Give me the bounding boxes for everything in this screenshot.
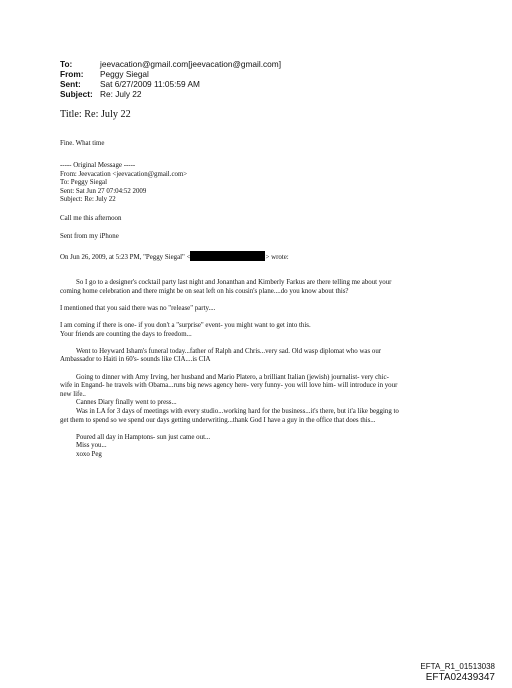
quoted-message — [60, 279, 460, 468]
quote-intro-before: On Jun 26, 2009, at 5:23 PM, "Peggy Siegal" < — [60, 254, 191, 261]
quoted-line: xoxo Peg — [76, 450, 102, 458]
original-sent: Sent: Sat Jun 27 07:04:52 2009 — [60, 187, 147, 195]
header-sent-row — [60, 79, 281, 89]
quoted-line: Going to dinner with Amy Irving, her husband and Mario Platero, a brilliant Italian (jewish) journalist- very chic- — [76, 373, 389, 381]
quoted-line: So I go to a designer's cocktail party last night and Jonanthan and Kimberly Farkus are there telling me about your — [76, 279, 392, 286]
quoted-line: new life.. — [60, 390, 86, 398]
header-subject-row — [60, 89, 281, 99]
sent-value: Sat 6/27/2009 11:05:59 AM — [100, 79, 200, 89]
header-to-row — [60, 59, 281, 69]
quoted-line: I am coming if there is one- if you don't a "surprise" event- you might want to get into this. — [60, 321, 311, 329]
quote-intro-after: > wrote: — [265, 254, 289, 261]
quote-intro — [60, 251, 289, 263]
original-subject: Subject: Re: July 22 — [60, 196, 116, 204]
original-to: To: Peggy Siegal — [60, 179, 107, 187]
reply-text: Fine. What time — [60, 140, 105, 147]
footer-efta-id: EFTA02439347 — [425, 672, 495, 683]
quoted-line: get them to spend so we spend our days getting underwriting...thank God I have a guy in the office that does this... — [60, 416, 376, 424]
quoted-line: coming home celebration and there might be on seat left on his cousin's plane....do you know about this? — [60, 287, 349, 295]
quoted-line: Was in LA for 3 days of meetings with every studio...working hard for the business...it's there, but it'a like begging to — [76, 407, 399, 415]
quoted-line: wife in Engand- he travels with Obama...runs big news agency here- very funny- you will love him- will introduce in your — [60, 382, 398, 390]
quoted-paragraph — [60, 434, 460, 460]
header-from-row — [60, 69, 281, 79]
footer-efta-r1-id: EFTA_R1_01513038 — [420, 662, 495, 671]
from-value: Peggy Siegal — [100, 69, 149, 79]
redaction-bar — [190, 251, 265, 261]
quoted-paragraph — [60, 348, 460, 365]
original-from: From: Jeevacation <jeevacation@gmail.com> — [60, 170, 188, 178]
quoted-paragraph — [60, 305, 460, 314]
to-value: jeevacation@gmail.com[jeevacation@gmail.com] — [100, 59, 282, 69]
original-message-marker: ----- Original Message ----- — [60, 162, 136, 169]
quoted-line: Cannes Diary finally went to press... — [76, 399, 177, 407]
quoted-line: Ambassador to Haiti in 60's- sounds like CIA....is CIA — [60, 356, 211, 364]
subject-value: Re: July 22 — [100, 89, 142, 99]
quoted-paragraph — [60, 279, 460, 296]
quoted-line: Your friends are counting the days to freedom... — [60, 330, 192, 338]
to-label: To: — [60, 59, 73, 69]
email-title: Title: Re: July 22 — [60, 109, 131, 120]
iphone-signature: Sent from my iPhone — [60, 233, 119, 240]
quoted-line: Went to Heyward Isham's funeral today...father of Ralph and Chris...very sad. Old wasp diplomat who was our — [76, 347, 382, 355]
quoted-line: I mentioned that you said there was no "release" party.... — [60, 304, 216, 312]
from-label: From: — [60, 69, 84, 79]
quoted-line: Poured all day in Hamptons- sun just came out... — [76, 433, 211, 441]
quoted-paragraph — [60, 322, 460, 339]
sent-label: Sent: — [60, 79, 81, 89]
quoted-line: Miss you... — [76, 442, 107, 450]
email-header — [60, 59, 281, 99]
original-message-text: Call me this afternoon — [60, 215, 122, 222]
subject-label: Subject: — [60, 89, 93, 99]
quoted-paragraph — [60, 374, 460, 426]
